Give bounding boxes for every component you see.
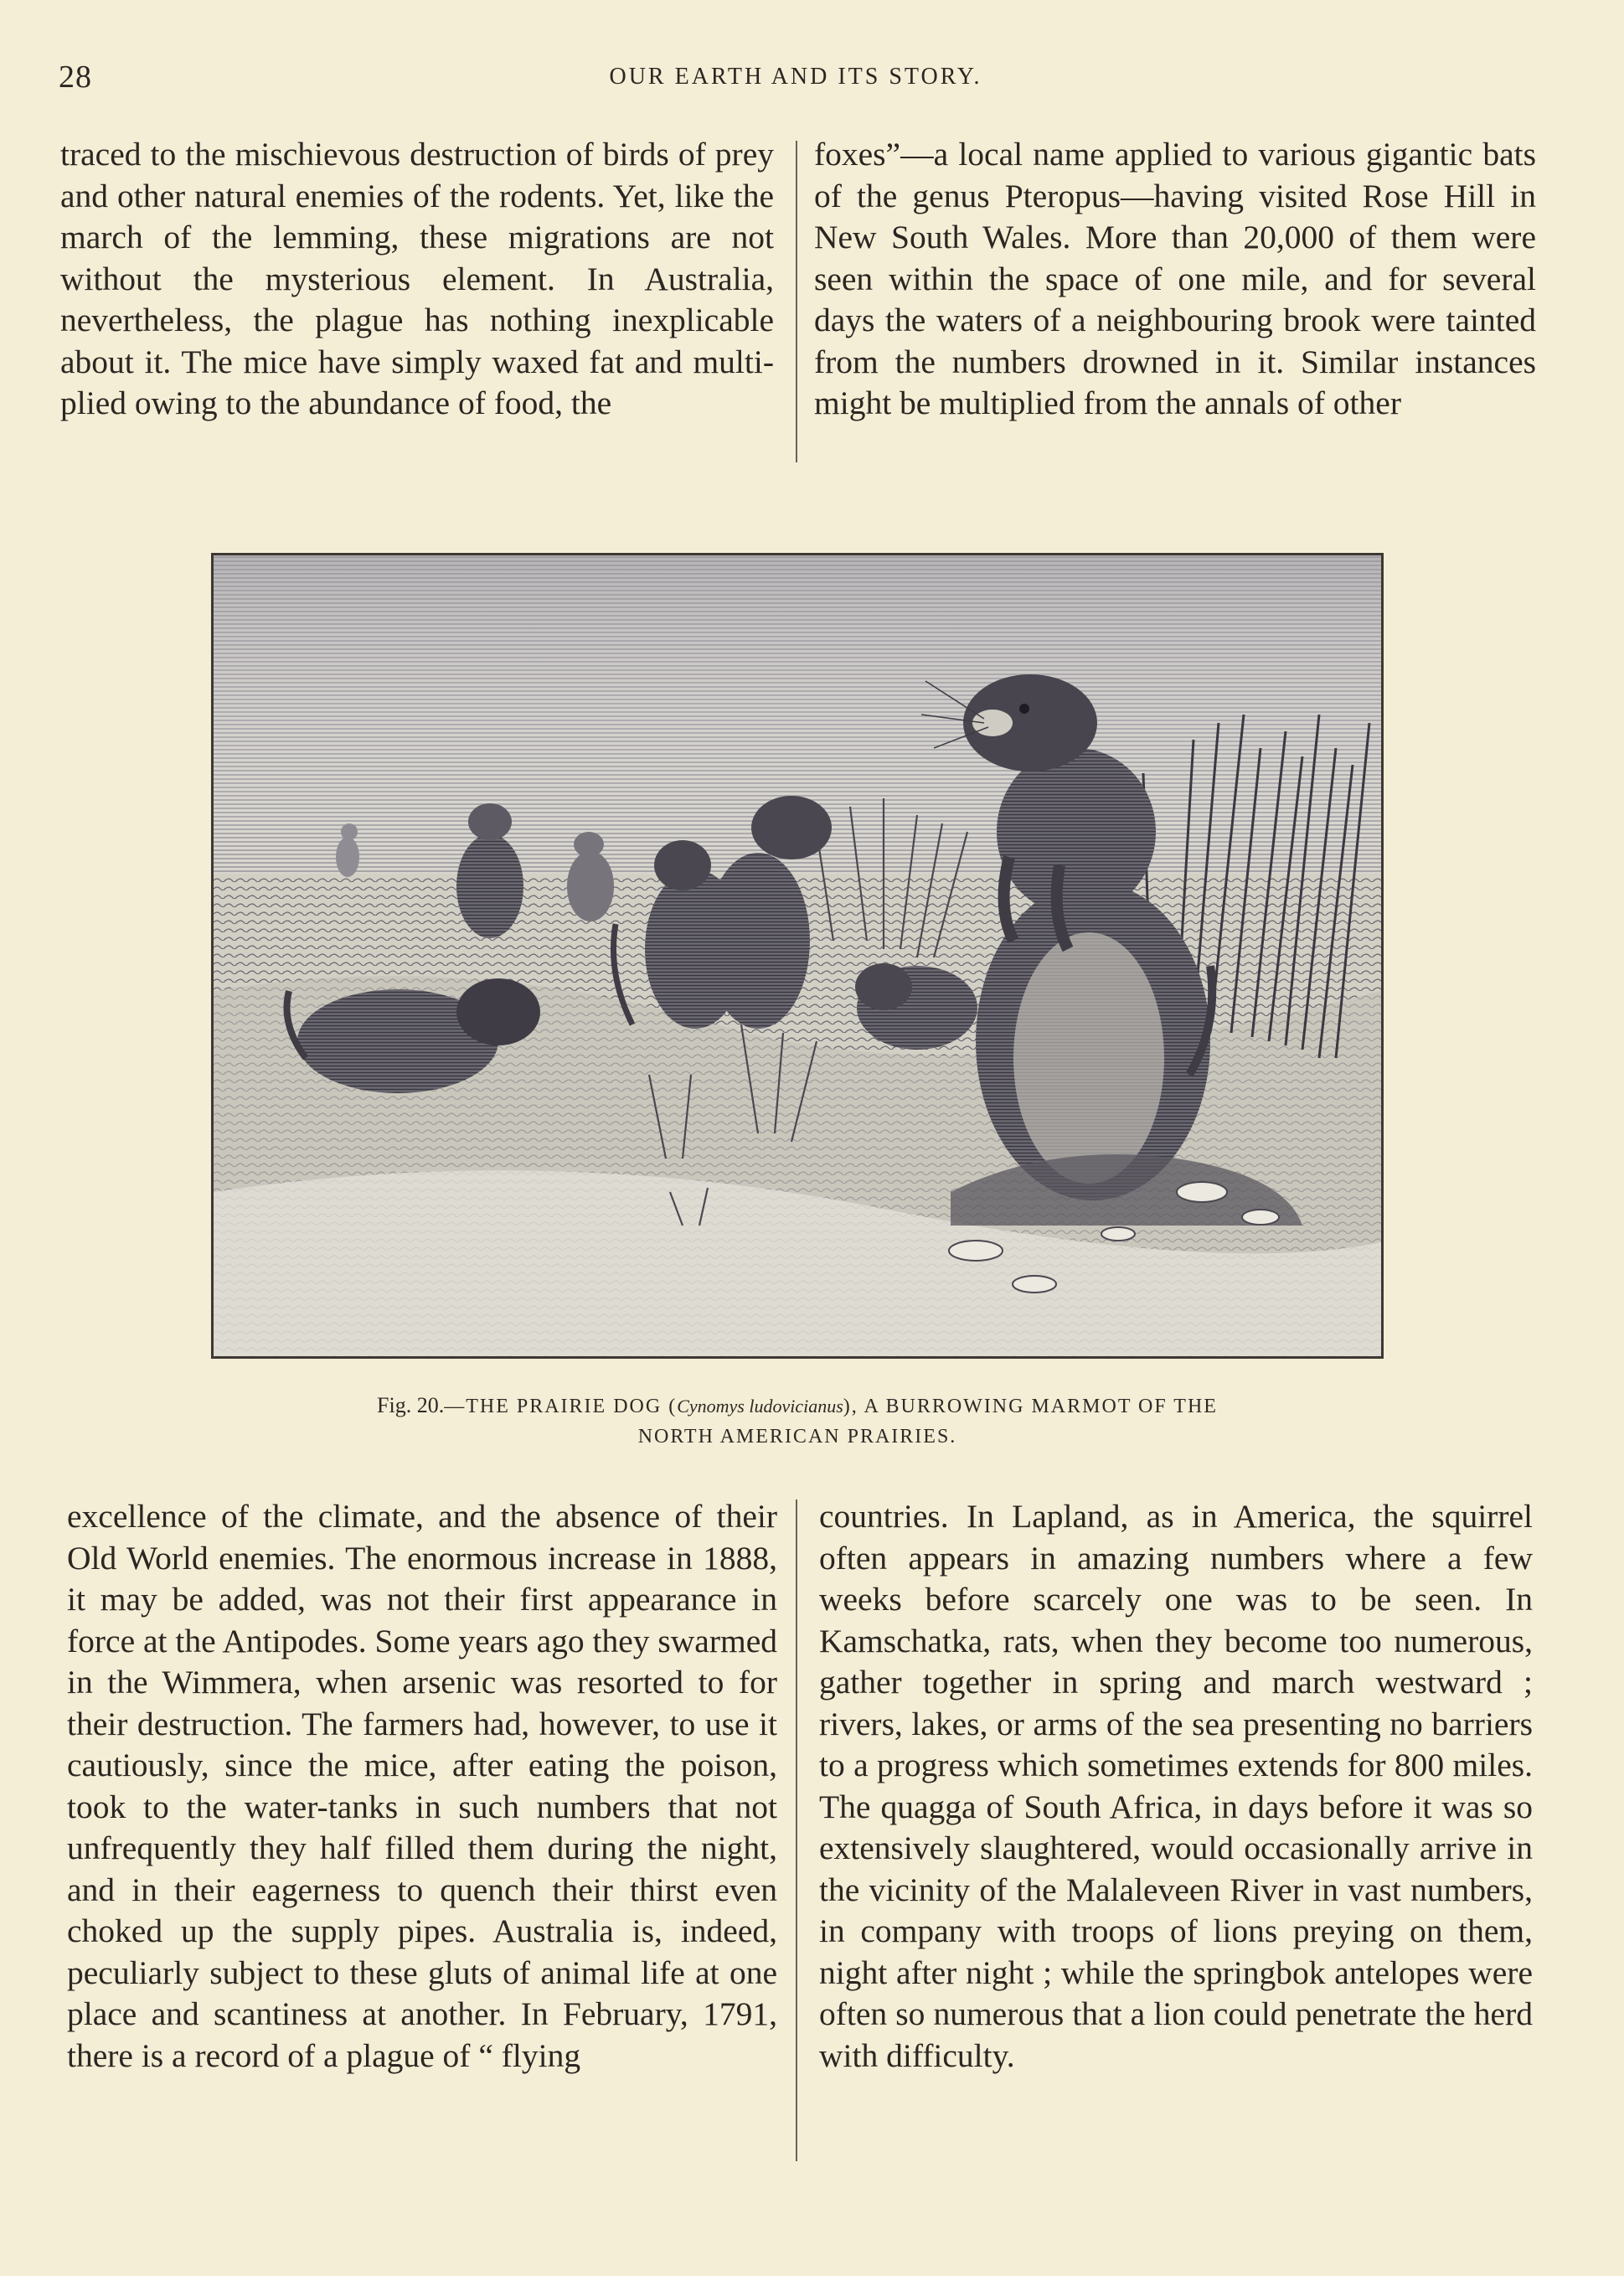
paragraph: excellence of the climate, and the absence of their Old World enemies. The enormous increase in 1888, it may be added, was not their first appearance in force at the Antipodes. Some years ago they swarmed in the Wimmera, when arsenic was resorted to for their destruction. The farmers had, however, to use it cautiously, since the mice, after eating the poison, took to the water-tanks in such numbers that not unfrequently they half filled them during the night, and in their eagerness to quench their thirst even choked up the supply pipes. Australia is, indeed, peculiarly subject to these gluts of animal life at one place and scantiness at another. In February, 1791, there is a record of a plague of “ flying [67,1498,777,2074]
latin-name: Cynomys ludovicianus [677,1396,843,1417]
page-header [59,59,1533,101]
figure-caption [211,1391,1384,1452]
engraving-illustration [214,555,1381,1356]
running-title: OUR EARTH AND ITS STORY. [609,64,982,90]
paragraph: traced to the mischievous destruction of birds of prey and other natural enemies of the rodents. Yet, like the march of the lemming, these migrations are not without the mysterious element. In Australia, nevertheless, the plague has nothing inexplicable about it. The mice have simply waxed fat and multiplied owing to the abundance of food, the [60,136,774,421]
text-column-top-right [814,134,1536,425]
paragraph: countries. In Lapland, as in America, the squirrel often appears in amazing numbers where a few weeks before scarcely one was to be seen. In Kamschatka, rats, when they become too numerous, gather together in spring and march westward ; rivers, lakes, or arms of the sea presenting no barriers to a progress which sometimes extends for 800 miles. The quagga of South Africa, in days before it was so extensively slaughtered, would occasionally arrive in the vicinity of the Malaleveen River in vast numbers, in company with troops of lions preying on them, night after night ; while the springbok antelopes were often so numerous that a lion could penetrate the herd with difficulty. [819,1498,1533,2074]
paragraph: foxes”—a local name applied to various gigantic bats of the genus Pteropus—having visited Rose Hill in New South Wales. More than 20,000 of them were seen within the space of one mile, and for several days the waters of a neighbouring brook were tainted from the numbers drowned in it. Similar instances might be multiplied from the annals of other [814,136,1536,421]
caption-line-2: NORTH AMERICAN PRAIRIES. [637,1426,957,1448]
prairie-dog-engraving [211,553,1384,1359]
caption-text: —THE PRAIRIE DOG ( [444,1396,678,1417]
caption-line-1 [211,1391,1384,1422]
caption-text-continued: ), A BURROWING MARMOT OF THE [843,1396,1218,1417]
text-column-top-left [60,134,774,425]
page-number: 28 [59,59,92,95]
text-column-bottom-left [67,1496,777,2077]
column-divider [796,1499,797,2161]
figure-label: Fig. 20. [377,1393,445,1417]
column-divider [796,141,797,462]
text-column-bottom-right [819,1496,1533,2077]
